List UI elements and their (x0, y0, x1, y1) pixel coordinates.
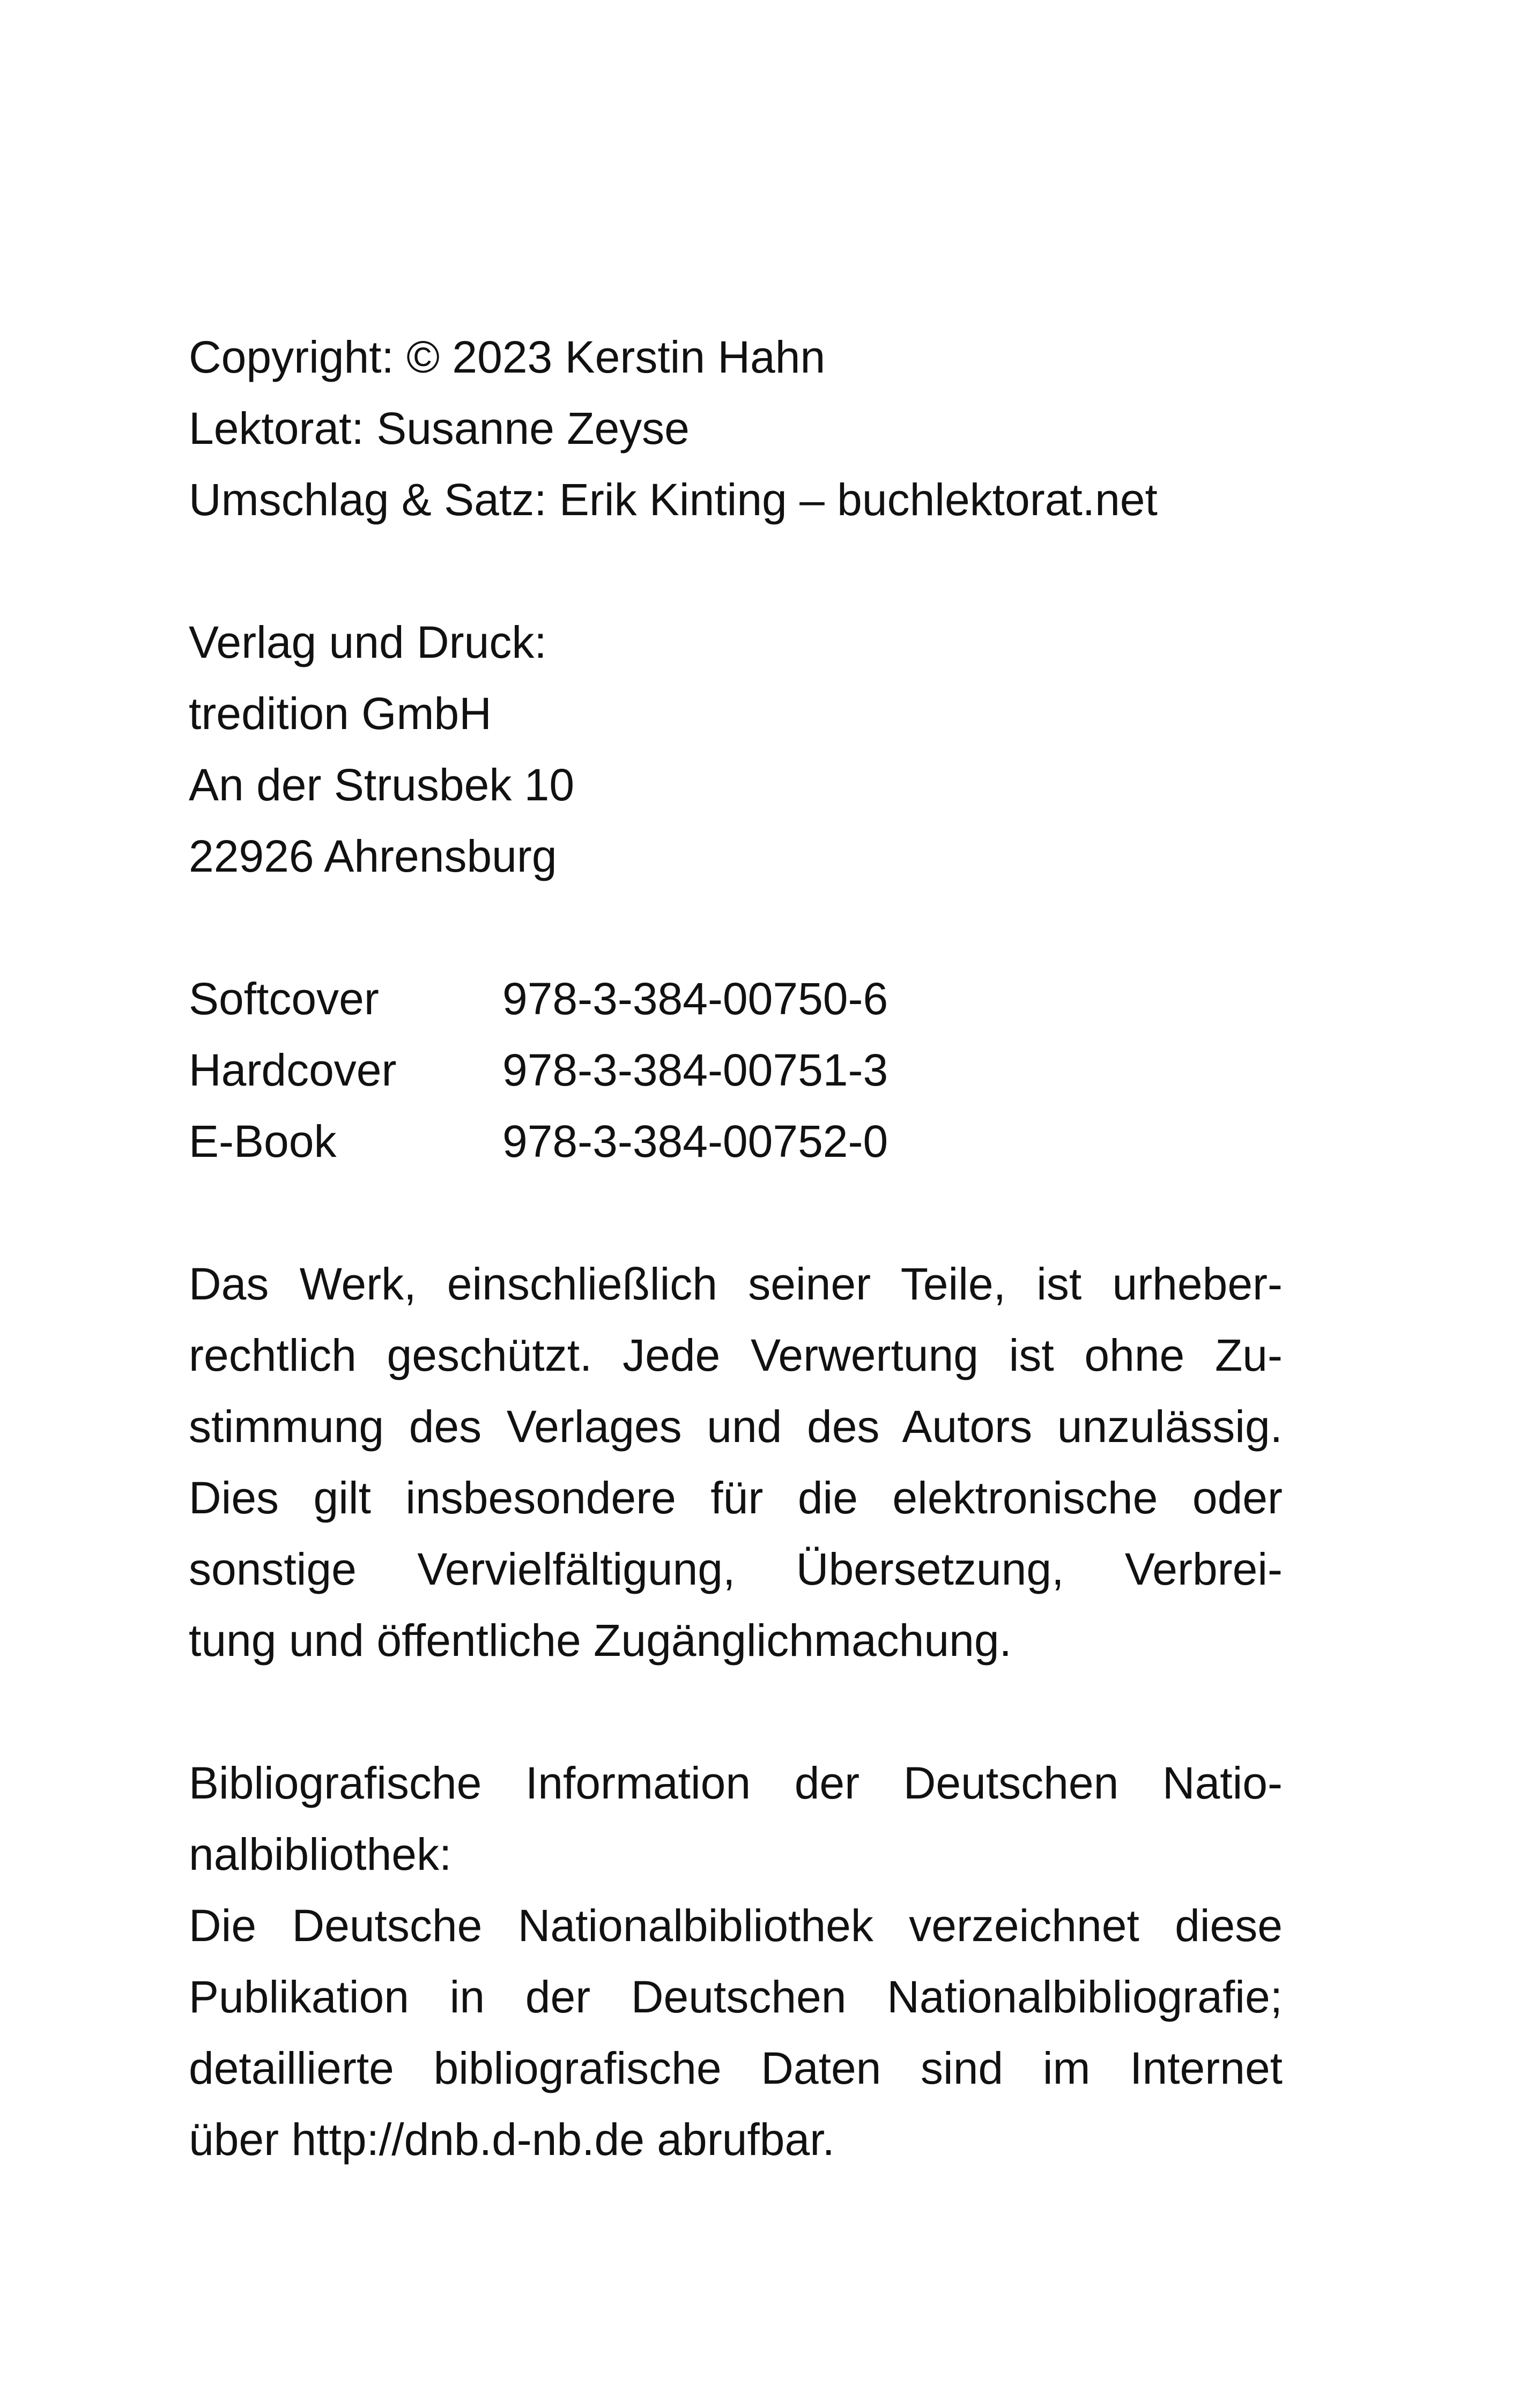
rights-notice (189, 1248, 1283, 1676)
isbn-row-ebook (189, 1106, 1283, 1177)
publisher-street: An der Strusbek 10 (189, 760, 575, 810)
spacer (189, 1177, 1283, 1248)
isbn-format: Softcover (189, 973, 379, 1024)
spacer (189, 892, 1283, 963)
bibliography-line: nalbibliothek: (189, 1829, 452, 1879)
publisher-name: tredition GmbH (189, 688, 492, 739)
lektorat-line: Lektorat: Susanne Zeyse (189, 403, 690, 454)
isbn-number: 978-3-384-00750-6 (502, 973, 888, 1024)
rights-line: stimmung des Verlages und des Autors unzulässig. (189, 1401, 1283, 1452)
bibliography-line: Die Deutsche Nationalbibliothek verzeichnet diese (189, 1900, 1283, 1951)
rights-line: Das Werk, einschließlich seiner Teile, ist urheber- (189, 1259, 1283, 1309)
bibliography-notice (189, 1748, 1283, 2175)
isbn-number: 978-3-384-00752-0 (502, 1116, 888, 1166)
copyright-line: Copyright: © 2023 Kerstin Hahn (189, 332, 826, 382)
isbn-row-hardcover (189, 1035, 1283, 1106)
credits-block (189, 322, 1283, 536)
spacer (189, 1676, 1283, 1748)
bibliography-line: über http://dnb.d-nb.de abrufbar. (189, 2114, 835, 2165)
isbn-format: Hardcover (189, 1045, 397, 1095)
isbn-block (189, 963, 1283, 1177)
publisher-block (189, 607, 1283, 892)
rights-line: tung und öffentliche Zugänglichmachung. (189, 1615, 1012, 1666)
rights-line: Dies gilt insbesondere für die elektronische oder (189, 1473, 1283, 1523)
rights-line: rechtlich geschützt. Jede Verwertung ist ohne Zu- (189, 1330, 1283, 1380)
spacer (189, 536, 1283, 607)
publisher-heading: Verlag und Druck: (189, 617, 547, 667)
rights-line: sonstige Vervielfältigung, Übersetzung, Verbrei- (189, 1544, 1283, 1594)
bibliography-line: Publikation in der Deutschen Nationalbibliografie; (189, 1972, 1283, 2022)
publisher-city: 22926 Ahrensburg (189, 831, 557, 881)
isbn-row-softcover (189, 963, 1283, 1035)
bibliography-line: Bibliografische Information der Deutschen Natio- (189, 1758, 1283, 1808)
imprint-page (189, 322, 1283, 2175)
isbn-number: 978-3-384-00751-3 (502, 1045, 888, 1095)
bibliography-line: detaillierte bibliografische Daten sind im Internet (189, 2043, 1283, 2093)
isbn-format: E-Book (189, 1116, 337, 1166)
cover-typesetting-line: Umschlag & Satz: Erik Kinting – buchlektorat.net (189, 474, 1158, 525)
